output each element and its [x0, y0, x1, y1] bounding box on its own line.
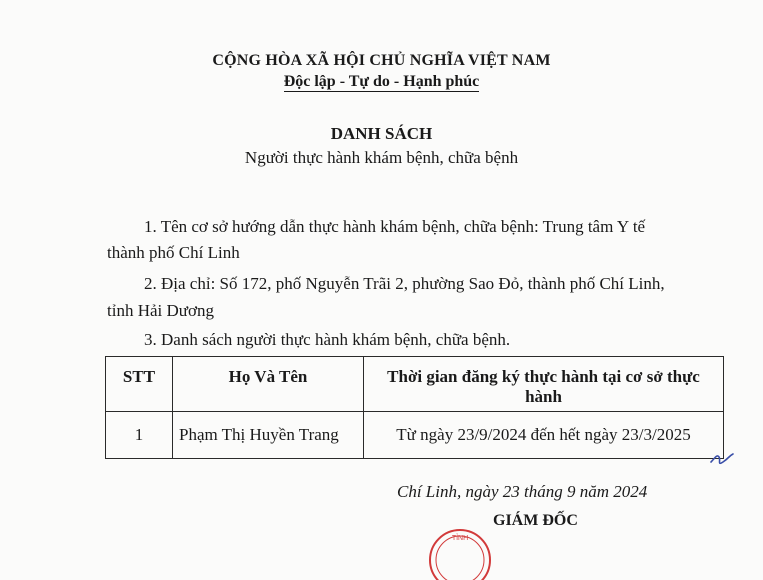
practitioner-table: [105, 356, 724, 459]
place-date: Chí Linh, ngày 23 tháng 9 năm 2024: [397, 482, 648, 501]
seal-text: TỈNH: [451, 535, 469, 542]
cell-time: Từ ngày 23/9/2024 đến hết ngày 23/3/2025: [364, 412, 724, 459]
national-title: CỘNG HÒA XÃ HỘI CHỦ NGHĨA VIỆT NAM: [212, 52, 551, 69]
signer-title: GIÁM ĐỐC: [493, 512, 578, 529]
national-motto-text: Độc lập - Tự do - Hạnh phúc: [283, 73, 480, 90]
cell-name: Phạm Thị Huyền Trang: [173, 412, 364, 459]
header-time: Thời gian đăng ký thực hành tại cơ sở thực hành: [364, 357, 724, 412]
item-2-line-2: tỉnh Hải Dương: [107, 301, 214, 320]
table-header-row: [106, 357, 724, 412]
national-motto: [0, 73, 763, 91]
document-title: DANH SÁCH: [330, 124, 433, 143]
document-subtitle: Người thực hành khám bệnh, chữa bệnh: [244, 148, 519, 167]
item-3: 3. Danh sách người thực hành khám bệnh, chữa bệnh.: [144, 330, 511, 349]
item-2-line-1: 2. Địa chỉ: Số 172, phố Nguyễn Trãi 2, phường Sao Đỏ, thành phố Chí Linh,: [144, 274, 665, 293]
pen-mark-icon: [707, 448, 737, 470]
official-seal-icon: [420, 520, 500, 580]
cell-stt: 1: [106, 412, 173, 459]
table-row: [106, 412, 724, 459]
item-1-line-1: 1. Tên cơ sở hướng dẫn thực hành khám bệnh, chữa bệnh: Trung tâm Y tế: [144, 217, 646, 236]
header-name: Họ Và Tên: [173, 357, 364, 412]
item-1-line-2: thành phố Chí Linh: [107, 243, 240, 262]
header-stt: STT: [106, 357, 173, 412]
